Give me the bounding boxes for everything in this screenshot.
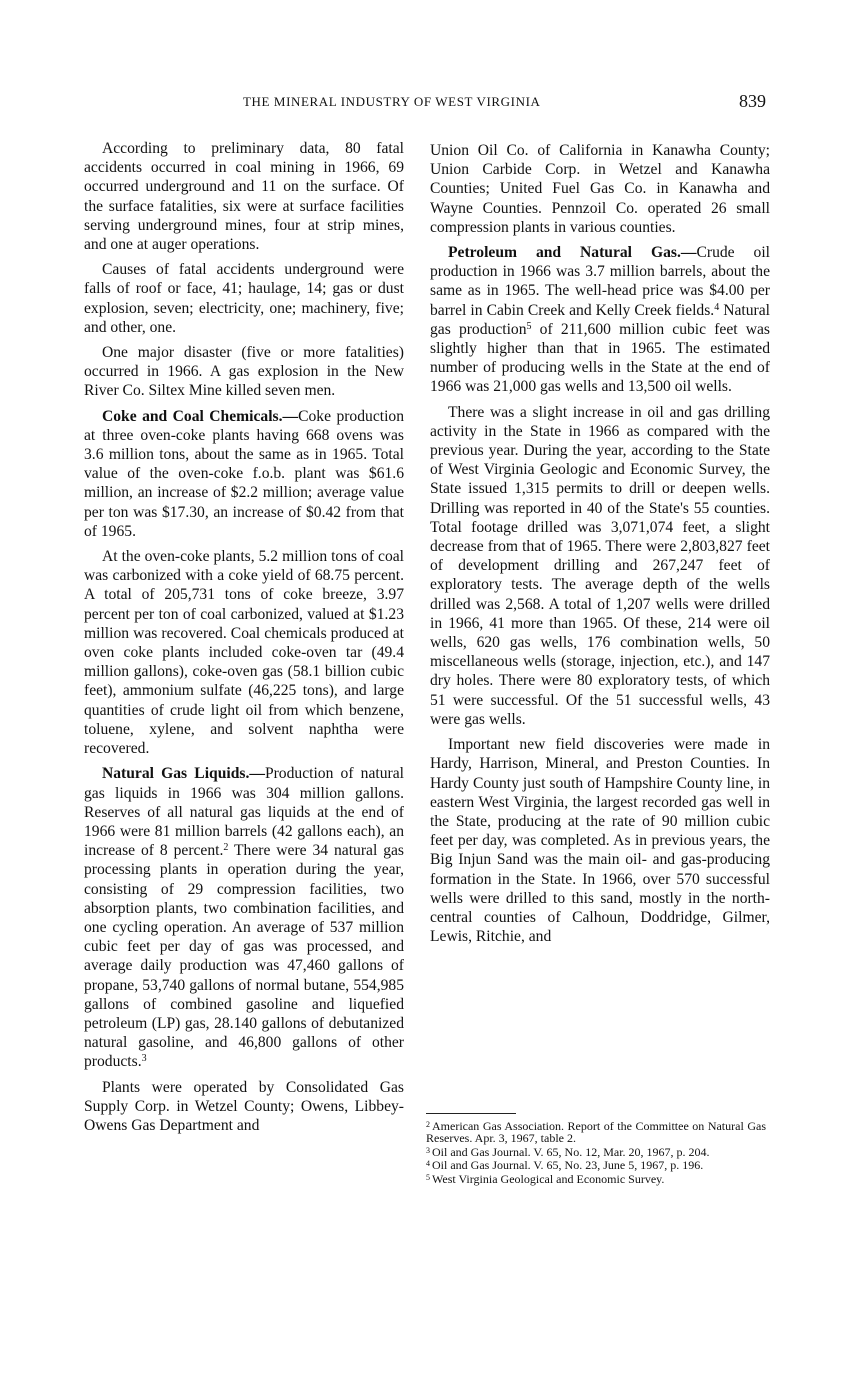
paragraph-major-disaster: One major disaster (five or more fatalities) occurred in 1966. A gas explosion in the New River Co. Siltex Mine killed seven men. [84,344,404,400]
footnote [426,1158,766,1171]
section-heading-coke: Coke and Coal Chemicals.— [102,407,299,425]
running-title: THE MINERAL INDUSTRY OF WEST VIRGINIA [243,94,541,109]
paragraph-plant-operators: Plants were operated by Consolidated Gas Supply Corp. in Wetzel County; Owens, Libbey-Owens Gas Department and [84,1078,404,1134]
paragraph-text: Production of natural gas liquids in 1966 was 304 million gallons. Reserves of all natural gas liquids at the end of 1966 were 81 million barrels (42 gallons each), an increase of 8 percent. [84,765,404,860]
paragraph-accident-causes: Causes of fatal accidents underground were falls of roof or face, 41; haulage, 14; gas or dust explosion, seven; electricity, one; machinery, five; and other, one. [84,261,404,336]
paragraph-text: of 211,600 million cubic feet was slightly higher than that in 1965. The estimated number of producing wells in the State at the end of 1966 was 21,000 gas wells and 13,500 oil wells. [430,320,771,396]
paragraph-text: Crude oil production in 1966 was 3.7 million barrels, about the same as in 1965. The well-head price was $4.00 per barrel in Cabin Creek and Kelly Creek fields. [430,244,770,319]
right-column [430,141,770,952]
footnote-reference: 4 [714,301,720,313]
section-heading-ngl: Natural Gas Liquids.— [102,765,265,783]
footnote-mark: 3 [426,1145,430,1155]
section-heading-petroleum: Petroleum and Natural Gas.— [448,244,697,262]
page-number: 839 [739,91,766,111]
footnote-mark: 5 [426,1172,430,1182]
paragraph-operators-continued: Union Oil Co. of California in Kanawha County; Union Carbide Corp. in Wetzel and Kanawha Counties; United Fuel Gas Co. in Kanawha and Wayne Counties. Pennzoil Co. operated 26 small compression plants in various counties. [430,142,770,236]
footnote-text: Oil and Gas Journal. V. 65, No. 12, Mar. 20, 1967, p. 204. [432,1144,710,1159]
paragraph-field-discoveries: Important new field discoveries were made in Hardy, Harrison, Mineral, and Preston Counties. In Hardy County just south of Hampshire County line, in eastern West Virginia, the largest recorded gas well in the State, producing at the rate of 90 million cubic feet per day, was completed. As in previous years, the Big Injun Sand was the main oil- and gas-producing formation in the State. In 1966, over 570 successful wells were drilled to this sand, mostly in the north-central counties of Calhoun, Doddridge, Gilmer, Lewis, Ritchie, and [430,736,770,946]
paragraph-text: Natural gas production [430,301,770,338]
footnote-mark: 4 [426,1159,430,1169]
left-column [84,139,404,1141]
paragraph-petroleum-natural-gas [430,243,770,397]
footnote [426,1172,766,1185]
footnote-reference: 3 [141,1053,147,1065]
paragraph-text: There were 34 natural gas processing plants in operation during the year, consisting of 29 compression facilities, two absorption plants, two combination facilities, and one cycling operation. An average of 537 million cubic feet per day of gas was processed, and average daily production was 47,460 gallons of propane, 53,740 gallons of normal butane, 554,985 gallons of combined gasoline and liquefied petroleum (LP) gas, 28.140 gallons of debutanized natural gasoline, and 46,800 gallons of other products. [84,842,404,1071]
footnote-reference: 2 [223,842,229,854]
footnote-reference: 5 [526,320,532,332]
footnote-divider [426,1113,516,1114]
footnotes [426,1119,766,1185]
footnote-text: West Virginia Geological and Economic Survey. [432,1171,665,1186]
footnote [426,1119,766,1145]
footnote-text: Oil and Gas Journal. V. 65, No. 23, June 5, 1967, p. 196. [432,1158,704,1173]
paragraph-natural-gas-liquids [84,764,404,1071]
paragraph-drilling-activity: There was a slight increase in oil and gas drilling activity in the State in 1966 as compared with the previous year. During the year, according to the State of West Virginia Geologic and Economic Survey, the State issued 1,315 permits to drill or deepen wells. Drilling was reported in 40 of the State's 55 counties. Total footage drilled was 3,071,074 feet, a slight decrease from that of 1965. There were 2,803,827 feet of development drilling and 267,247 feet of exploratory tests. The average depth of the wells drilled was 2,568. A total of 1,207 wells were drilled in 1966, 41 more than 1965. Of these, 214 were oil wells, 620 gas wells, 176 combination wells, 50 miscellaneous wells (storage, injection, etc.), and 147 dry holes. There were 80 exploratory tests, of which 51 were successful. Of the 51 successful wells, 43 were gas wells. [430,403,770,728]
paragraph-oven-coke-plants: At the oven-coke plants, 5.2 million tons of coal was carbonized with a coke yield of 68.75 percent. A total of 205,731 tons of coke breeze, 3.97 percent per ton of coal carbonized, valued at $1.23 million was recovered. Coal chemicals produced at oven coke plants included coke-oven tar (49.4 million gallons), coke-oven gas (58.1 billion cubic feet), ammonium sulfate (46,225 tons), and large quantities of crude light oil from which benzene, toluene, xylene, and solvent naphtha were recovered. [84,548,404,758]
paragraph-fatal-accidents: According to preliminary data, 80 fatal accidents occurred in coal mining in 1966, 69 occurred underground and 11 on the surface. Of the surface fatalities, six were at surface facilities serving underground mines, four at strip mines, and one at auger operations. [84,140,404,254]
footnote-text: American Gas Association. Report of the Committee on Natural Gas Reserves. Apr. 3, 1967, table 2. [426,1119,766,1146]
footnote-mark: 2 [426,1120,430,1129]
paragraph-text: Coke production at three oven-coke plants having 668 ovens was 3.6 million tons, about the same as in 1965. Total value of the oven-coke f.o.b. plant was $61.6 million, an increase of $2.2 million; average value per ton was $17.30, an increase of $0.42 from that of 1965. [84,407,405,540]
footnote [426,1145,766,1158]
paragraph-coke-coal-chemicals [84,407,404,541]
